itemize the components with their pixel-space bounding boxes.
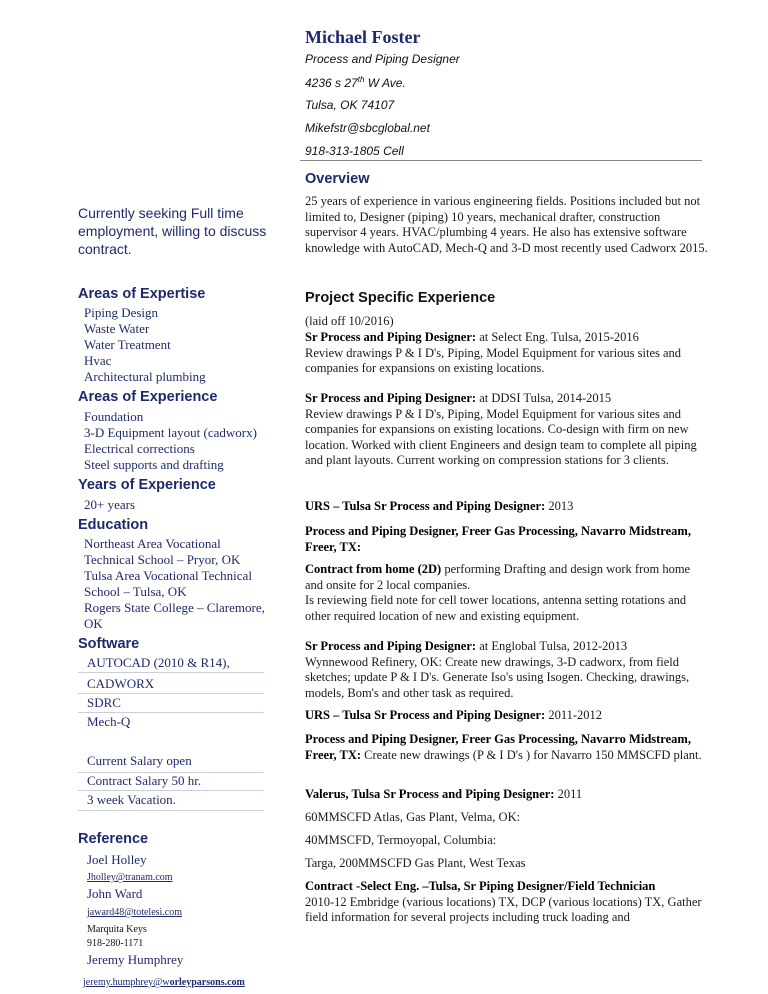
phone: 918-313-1805 Cell <box>305 144 404 158</box>
salary-divider <box>78 790 264 791</box>
experience-item: Steel supports and drafting <box>84 457 224 472</box>
candidate-name: Michael Foster <box>305 27 421 47</box>
project-entry: Sr Process and Piping Designer: at Select Eng. Tulsa, 2015-2016 Review drawings P & I D's, Piping, Model Equipment for various sites and companies for expansions on existing locations. <box>305 330 682 375</box>
education-line: OK <box>84 616 103 631</box>
reference-name: Jeremy Humphrey <box>87 952 184 967</box>
project-entry: Contract -Select Eng. –Tulsa, Sr Piping Designer/Field Technician 2010-12 Embridge (various locations) TX, DCP (various locations) TX, Gather field information for several projects including truck loading and <box>305 879 702 924</box>
project-entry: Valerus, Tulsa Sr Process and Piping Designer: 2011 <box>305 787 583 801</box>
overview-text: 25 years of experience in various engineering fields. Positions included but not limited to, Designer (piping) 10 years, mechanical drafter, construction supervisor 4 years. HVAC/plumbing 4 years. He also has extensive software knowledge with AutoCAD, Mech-Q and 3-D most recently used Cadworx 2015. <box>305 194 708 255</box>
expertise-item: Architectural plumbing <box>84 369 206 384</box>
software-item: CADWORX <box>87 676 155 691</box>
software-item: Mech-Q <box>87 714 131 729</box>
project-entry: Process and Piping Designer, Freer Gas Processing, Navarro Midstream, Freer, TX: Create new drawings (P & I D's ) for Navarro 150 MMSCFD plant. <box>305 732 702 762</box>
salary-divider <box>78 810 264 811</box>
expertise-item: Piping Design <box>84 305 159 320</box>
email[interactable]: Mikefstr@sbcglobal.net <box>305 121 430 135</box>
education-line: Rogers State College – Claremore, <box>84 600 265 615</box>
reference-phone: 918-280-1171 <box>87 938 144 949</box>
education-line: Tulsa Area Vocational Technical <box>84 568 252 583</box>
salary-line: 3 week Vacation. <box>87 792 176 807</box>
project-entry: Sr Process and Piping Designer: at Englobal Tulsa, 2012-2013 Wynnewood Refinery, OK: Create new drawings, 3-D cadworx, from field sketches; update P & I D's. Generate Iso's using Isogen. Checking, drawings, models, Bom's and other task as required. <box>305 639 690 700</box>
experience-item: Foundation <box>84 409 144 424</box>
seeking-statement: Currently seeking Full time employment, willing to discuss contract. <box>78 205 267 257</box>
reference-name: Joel Holley <box>87 852 147 867</box>
years-heading: Years of Experience <box>78 477 216 493</box>
software-divider <box>78 672 264 673</box>
street-address: 4236 s 27th W Ave. <box>305 75 406 90</box>
software-item: AUTOCAD (2010 & R14), <box>87 655 230 670</box>
project-line: Targa, 200MMSCFD Gas Plant, West Texas <box>305 856 526 870</box>
reference-email[interactable]: Jholley@tranam.com <box>87 872 173 883</box>
salary-line: Contract Salary 50 hr. <box>87 773 202 788</box>
software-item: SDRC <box>87 695 121 710</box>
reference-email[interactable]: jaward48@totelesi.com <box>87 907 183 918</box>
salary-line: Current Salary open <box>87 753 192 768</box>
overview-heading: Overview <box>305 171 370 187</box>
education-line: School – Tulsa, OK <box>84 584 187 599</box>
project-entry: Contract from home (2D) performing Drafting and design work from home and onsite for 2 local companies. Is reviewing field note for cell tower locations, antenna setting rotations and other required location of new and existing equipment. <box>305 562 691 623</box>
project-entry: URS – Tulsa Sr Process and Piping Designer: 2011-2012 <box>305 708 603 722</box>
experience-item: Electrical corrections <box>84 441 195 456</box>
software-heading: Software <box>78 636 140 652</box>
project-entry: Sr Process and Piping Designer: at DDSI Tulsa, 2014-2015 Review drawings P & I D's, Piping, Model Equipment for various sites and companies for expansions on existing locations. Co-design with firm on new location. Worked with client Engineers and design team to complete all piping and plant layouts. Current working on compression stations for 3 clients. <box>305 391 697 467</box>
project-entry: Process and Piping Designer, Freer Gas Processing, Navarro Midstream, Freer, TX: <box>305 524 691 554</box>
project-entry: URS – Tulsa Sr Process and Piping Designer: 2013 <box>305 499 574 513</box>
software-divider <box>78 693 264 694</box>
education-line: Technical School – Pryor, OK <box>84 552 241 567</box>
job-title: Process and Piping Designer <box>305 52 460 66</box>
years-value: 20+ years <box>84 497 136 512</box>
expertise-item: Water Treatment <box>84 337 171 352</box>
education-heading: Education <box>78 517 149 533</box>
software-divider <box>78 712 264 713</box>
projects-heading: Project Specific Experience <box>305 290 496 306</box>
project-line: 40MMSCFD, Termoyopal, Columbia: <box>305 833 497 847</box>
reference-name: Marquita Keys <box>87 924 147 935</box>
reference-name: John Ward <box>87 886 143 901</box>
header-divider <box>300 160 702 161</box>
expertise-heading: Areas of Expertise <box>78 286 206 302</box>
city-state: Tulsa, OK 74107 <box>305 98 395 112</box>
project-line: 60MMSCFD Atlas, Gas Plant, Velma, OK: <box>305 810 521 824</box>
experience-item: 3-D Equipment layout (cadworx) <box>84 425 257 440</box>
expertise-item: Hvac <box>84 353 112 368</box>
reference-email[interactable]: jeremy.humphrey@worleyparsons.com <box>83 977 245 988</box>
experience-heading: Areas of Experience <box>78 389 218 405</box>
education-line: Northeast Area Vocational <box>84 536 221 551</box>
reference-heading: Reference <box>78 831 149 847</box>
laid-off-note: (laid off 10/2016) <box>305 314 394 328</box>
expertise-item: Waste Water <box>84 321 150 336</box>
